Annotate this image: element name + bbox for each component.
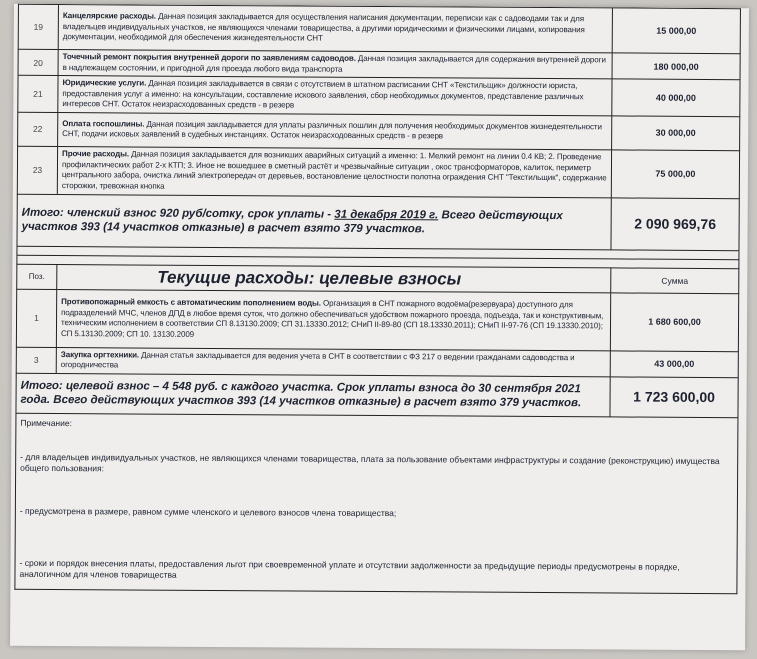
total-members-amount: 2 090 969,76: [611, 197, 739, 250]
row-description: Противопожарный емкость с автоматическим пополнением воды. Организация в СНТ пожарного водоёма(резервуара) доступного для подразделений МЧС, членов ДПД в любое время суток, что должно обеспечиваться удобством пожарного проезда, подъезда, так и конструктивным, техническим исполнением в соответствии СП 8.13130.2009; СП 31.13330.2012; СНиП II-89-80 (СП 18.13330.2011); СНиП II-97-76 (СП 19.13330.2010); СП 5.13130.2009; СП 10. 13130.2009: [56, 289, 610, 350]
note-item: - сроки и порядок внесения платы, предоставления льгот при своевременной уплате и отсутствии задолженности за предыдущие периоды предусмотрены в порядке, аналогичном для членов товарищества: [19, 557, 680, 580]
table-row: [18, 4, 740, 53]
total-target-row: [16, 373, 738, 417]
total-members-row: [17, 194, 739, 250]
document-page: [10, 4, 749, 650]
row-number: 1: [16, 289, 56, 347]
column-header-pos: Поз.: [17, 264, 57, 289]
row-description: Юридические услуги. Данная позиция закладывается в связи с отсутствием в штатном расписании СНТ «Текстильщик» должности юриста, предоставления услуг а именно: на консультации, составление искового заявления, сбор необходимых документов, представление различных интересов СНТ. Остаток неизрасходованных средств - в резерв: [58, 76, 612, 116]
note-item: - для владельцев индивидуальных участков, не являющихся членами товарищества, плата за пользование объектами инфраструктуры и создание (реконструкцию) имущества общего пользования:: [20, 451, 720, 473]
row-amount: 75 000,00: [611, 149, 739, 198]
row-description: Прочие расходы. Данная позиция закладывается для возникших аварийных ситуаций а именно: 1. Мелкий ремонт на линии 0.4 КВ; 2. Проведение профилактических работ 2-х КТП; 3. Иное не вошедшее в сметный растёт и чрезвычайные ситуации , окос трансформаторов, калиток, периметр центрального забора, очистка линий электропередач от деревьев, востановление целостности полотна ограждения СНТ "Текстильщик", содержание сторожки, тревожная кнопка: [57, 146, 611, 197]
row-number: 22: [18, 112, 58, 146]
row-amount: 180 000,00: [612, 53, 740, 80]
row-description: Оплата госпошлины. Данная позиция закладывается для уплаты различных пошлин для получения необходимых документов жизнедеятельности СНТ, подачи исковых заявлений в судебных инстанциях. Остаток неизрасходованных средств - в резерв: [58, 112, 612, 149]
row-description: Точечный ремонт покрытия внутренней дороги по заявлениям садоводов. Данная позиция закладывается для содержания внутренней дороги в надлежащем состоянии, и пригодной для проезда любого вида транспорта: [58, 50, 612, 79]
notes-section: [14, 413, 738, 593]
total-members-text: Итого: членский взнос 920 руб/сотку, срок уплаты - 31 декабря 2019 г. Всего действующих участков 393 (14 участков отказные) в расчет взято 379 участков.: [17, 194, 611, 250]
total-target-text: Итого: целевой взнос – 4 548 руб. с каждого участка. Срок уплаты взноса до 30 сентября 2021 года. Всего действующих участков 393 (14 участков отказные) в расчет взято 379 участков.: [16, 373, 610, 417]
section-title: Текущие расходы: целевые взносы: [57, 264, 611, 292]
row-description: Канцелярские расходы. Данная позиция закладывается для осуществления написания документации, переписки как с садоводами так и для владельцев индивидуальных участков, не являющихся членами товарищества, а другими юридическими и физическими лицами, копирования документации, необходимой для обеспечения жизнедеятельности СНТ: [58, 5, 612, 53]
row-description: Закупка оргтехники. Данная статья закладывается для ведения учета в СНТ в соответствии с ФЗ 217 о ведении гражданами садоводства и огородничества: [56, 347, 610, 376]
row-amount: 30 000,00: [612, 115, 740, 150]
table-row: [18, 112, 740, 150]
table-row: [16, 289, 738, 351]
budget-table: [15, 4, 740, 418]
row-number: 21: [18, 75, 58, 112]
row-amount: 15 000,00: [612, 8, 740, 54]
row-amount: 1 680 600,00: [610, 292, 738, 351]
table-row: [18, 75, 740, 116]
row-number: 3: [16, 347, 56, 373]
row-amount: 40 000,00: [612, 79, 740, 116]
row-number: 20: [18, 49, 58, 75]
column-header-sum: Сумма: [611, 267, 739, 293]
table-row: [17, 146, 739, 198]
note-item: - предусмотрена в размере, равном сумме членского и целевого взносов члена товарищества;: [19, 505, 397, 518]
row-number: 19: [18, 4, 58, 49]
row-amount: 43 000,00: [610, 350, 738, 377]
row-number: 23: [17, 146, 57, 194]
notes-heading: Примечание:: [20, 417, 73, 428]
total-target-amount: 1 723 600,00: [610, 376, 738, 417]
